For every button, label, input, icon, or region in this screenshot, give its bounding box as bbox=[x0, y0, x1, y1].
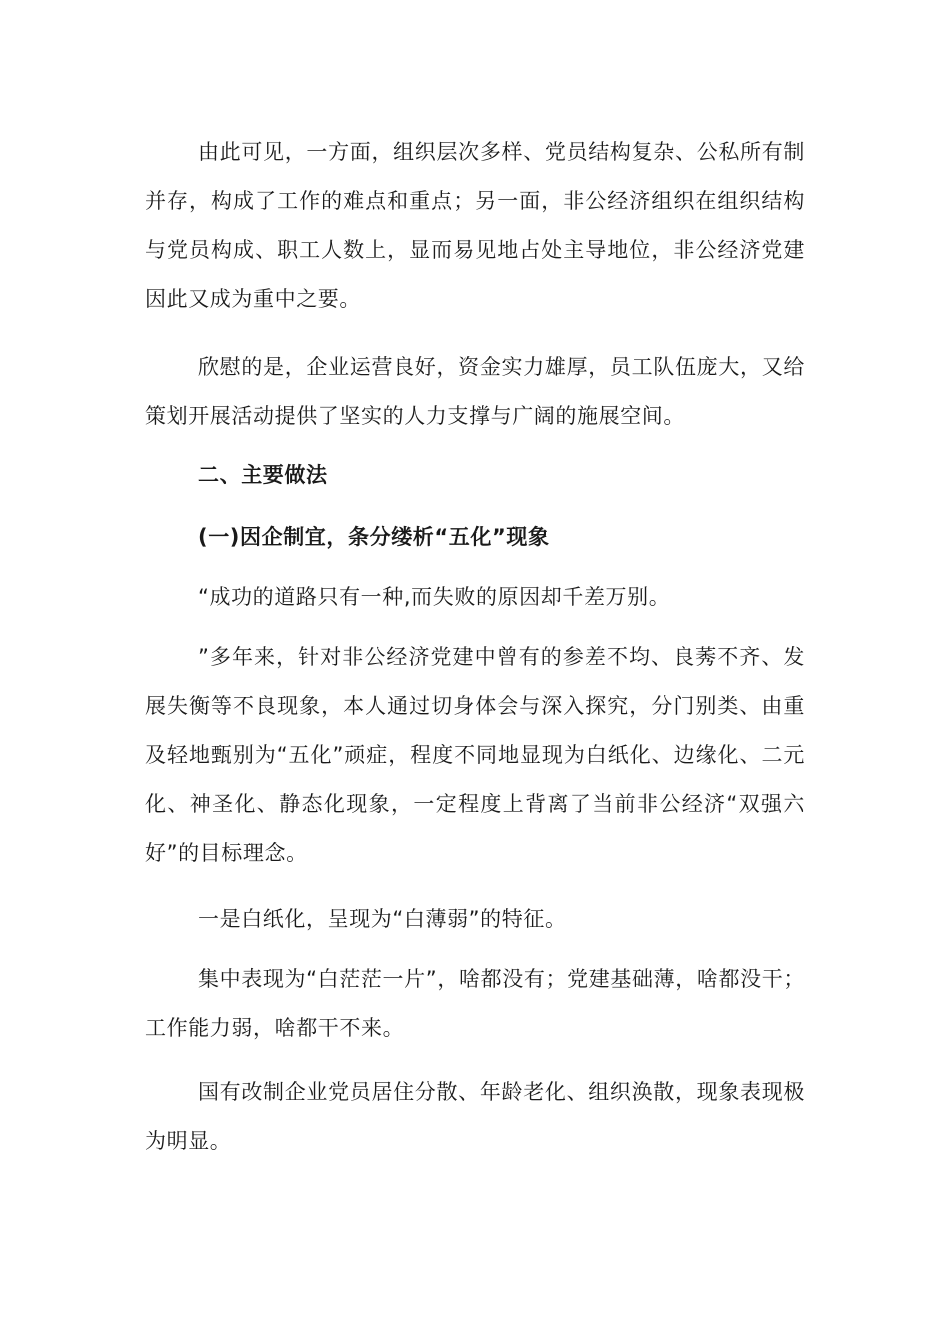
paragraph-4: ”多年来，针对非公经济党建中曾有的参差不均、良莠不齐、发展失衡等不良现象，本人通过切身体会与深入探究，分门别类、由重及轻地甄别为“五化”顽症，程度不同地显现为白纸化、边缘化、二元化、神圣化、静态化现象，一定程度上背离了当前非公经济“双强六好”的目标理念。 bbox=[145, 645, 805, 865]
section-heading: 二、主要做法 bbox=[198, 463, 328, 487]
paragraph-6: 集中表现为“白茫茫一片”，啥都没有；党建基础薄，啥都没干；工作能力弱，啥都干不来。 bbox=[145, 967, 805, 1040]
subsection-heading: (一)因企制宜，条分缕析“五化”现象 bbox=[198, 525, 550, 549]
paragraph-2: 欣慰的是，企业运营良好，资金实力雄厚，员工队伍庞大，又给策划开展活动提供了坚实的人力支撑与广阔的施展空间。 bbox=[145, 355, 805, 428]
paragraph-3: “成功的道路只有一种,而失败的原因却千差万别。 bbox=[198, 585, 671, 609]
paragraph-5: 一是白纸化，呈现为“白薄弱”的特征。 bbox=[198, 907, 567, 931]
paragraph-1: 由此可见，一方面，组织层次多样、党员结构复杂、公私所有制并存，构成了工作的难点和重点；另一面，非公经济组织在组织结构与党员构成、职工人数上，显而易见地占处主导地位，非公经济党建因此又成为重中之要。 bbox=[145, 140, 805, 311]
paragraph-7: 国有改制企业党员居住分散、年龄老化、组织涣散，现象表现极为明显。 bbox=[145, 1080, 805, 1153]
